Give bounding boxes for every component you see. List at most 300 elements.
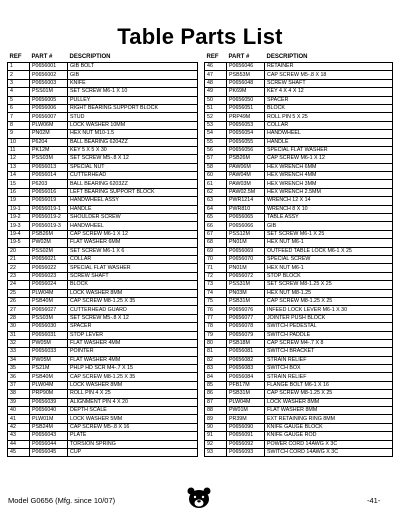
description-cell: FLAT WASHER 4MM [68, 339, 198, 347]
ref-cell: 70 [205, 255, 227, 263]
part-number-cell: P0656022 [30, 264, 68, 272]
ref-cell: 15 [8, 180, 30, 188]
description-cell: CAP SCREW M5-.8 X 18 [265, 71, 393, 79]
part-number-cell: P6204 [30, 138, 68, 146]
description-cell: SET SCREW M6-1 X 10 [68, 88, 198, 96]
description-cell: SCREW SHAFT [68, 272, 198, 280]
description-cell: HANDWHEEL ASSY [68, 197, 198, 205]
ref-cell: 56 [205, 146, 227, 154]
part-number-cell: P0656005 [30, 96, 68, 104]
part-number-cell: PWR810 [227, 205, 265, 213]
part-number-cell: PN02M [30, 130, 68, 138]
table-row [205, 373, 393, 381]
table-row [8, 180, 198, 188]
table-row [205, 407, 393, 415]
part-number-cell: P0656070 [227, 255, 265, 263]
description-cell: CAP SCREW M8-1.25 X 25 [265, 297, 393, 305]
description-cell: EXT RETAINING RING 8MM [265, 415, 393, 423]
part-number-cell: PSS31M [227, 281, 265, 289]
table-row [8, 306, 198, 314]
page-title: Table Parts List [117, 24, 283, 49]
description-cell: STUD [68, 113, 198, 121]
description-cell: HEX NUT M6-1 [265, 264, 393, 272]
parts-table-right [204, 53, 393, 457]
part-number-cell: PLW04M [227, 398, 265, 406]
part-number-cell: PSB24M [30, 423, 68, 431]
table-row [8, 272, 198, 280]
table-row [8, 230, 198, 238]
table-row [205, 348, 393, 356]
part-number-cell: PAW06M [227, 163, 265, 171]
ref-header: REF [9, 53, 22, 60]
table-row [205, 289, 393, 297]
ref-cell: 87 [205, 398, 227, 406]
description-cell: COLLAR [68, 255, 198, 263]
ref-cell: 47 [205, 71, 227, 79]
description-cell: OUTFEED TABLE LOCK M6-1 X 25 [265, 247, 393, 255]
table-row [8, 239, 198, 247]
part-number-cell: PW05M [30, 339, 68, 347]
table-row [205, 323, 393, 331]
table-row [8, 331, 198, 339]
table-row [8, 356, 198, 364]
description-cell: POINTER [68, 348, 198, 356]
description-cell: KNIFE [68, 79, 198, 87]
table-row [205, 423, 393, 431]
description-cell: HANDWHEEL [265, 130, 393, 138]
table-row [205, 255, 393, 263]
table-row [8, 255, 198, 263]
table-row [8, 214, 198, 222]
part-number-cell: PLW04M [30, 289, 68, 297]
part-number-cell: P0656072 [227, 272, 265, 280]
part-number-cell: PFB17M [227, 381, 265, 389]
ref-cell: 11 [8, 146, 30, 154]
ref-cell: 78 [205, 323, 227, 331]
table-row [205, 172, 393, 180]
ref-cell: 76 [205, 306, 227, 314]
part-number-cell: PSB40M [30, 297, 68, 305]
ref-cell: 58 [205, 163, 227, 171]
description-cell: LOCK WASHER 10MM [68, 121, 198, 129]
ref-cell: 53 [205, 121, 227, 129]
part-number-cell: PW01M [227, 407, 265, 415]
part-number-cell: PAW02.5M [227, 188, 265, 196]
table-row [205, 130, 393, 138]
model-footer: Model G0656 (Mfg. since 10/07) [8, 496, 116, 505]
description-cell: LEFT BEARING SUPPORT BLOCK [68, 188, 198, 196]
ref-cell: 93 [205, 448, 227, 456]
table-row [8, 398, 198, 406]
table-row [8, 381, 198, 389]
part-number-cell: P0656019 [30, 197, 68, 205]
table-row [8, 138, 198, 146]
ref-cell: 71 [205, 264, 227, 272]
description-cell: RIGHT BEARING SUPPORT BLOCK [68, 104, 198, 112]
part-number-cell: PLW01M [30, 415, 68, 423]
description-cell: GIB [68, 71, 198, 79]
ref-cell: 21 [8, 255, 30, 263]
part-number-cell: PSS03M [30, 314, 68, 322]
description-cell: JOINTER PUSH BLOCK [265, 314, 393, 322]
part-number-cell: P0656003 [30, 79, 68, 87]
description-cell: LOCK WASHER 8MM [68, 381, 198, 389]
ref-cell: 42 [8, 423, 30, 431]
ref-cell: 2 [8, 71, 30, 79]
part-number-cell: PSS03M [30, 155, 68, 163]
table-row [8, 432, 198, 440]
ref-cell: 27 [8, 306, 30, 314]
description-cell: CAP SCREW M8-1.25 X 25 [265, 390, 393, 398]
part-number-cell: PRP90M [30, 390, 68, 398]
table-row [8, 96, 198, 104]
ref-cell: 28 [8, 314, 30, 322]
description-cell: HEX WRENCH 6MM [265, 163, 393, 171]
ref-cell: 19-4 [8, 230, 30, 238]
table-row [8, 121, 198, 129]
description-cell: FLANGE BOLT M6-1 X 16 [265, 381, 393, 389]
description-cell: SPACER [265, 96, 393, 104]
ref-cell: 67 [205, 230, 227, 238]
table-row [8, 448, 198, 456]
ref-cell: 19-1 [8, 205, 30, 213]
table-row [205, 163, 393, 171]
description-cell: TABLE ASSY [265, 214, 393, 222]
ref-cell: 19-2 [8, 214, 30, 222]
ref-cell: 25 [8, 289, 30, 297]
part-number-cell: P0656077 [227, 314, 265, 322]
part-number-cell: PS21M [30, 365, 68, 373]
part-number-cell: PLW04M [30, 381, 68, 389]
ref-cell: 66 [205, 222, 227, 230]
table-row [8, 407, 198, 415]
part-number-cell: PK12M [30, 146, 68, 154]
ref-cell: 85 [205, 381, 227, 389]
table-row [205, 121, 393, 129]
table-row [205, 432, 393, 440]
ref-cell: 74 [205, 289, 227, 297]
description-cell: HEX NUT M10-1.5 [68, 130, 198, 138]
table-row [205, 281, 393, 289]
part-number-cell: P0656013 [30, 163, 68, 171]
ref-cell: 88 [205, 407, 227, 415]
ref-cell: 69 [205, 247, 227, 255]
table-row [8, 188, 198, 196]
ref-cell: 86 [205, 390, 227, 398]
ref-cell: 30 [8, 323, 30, 331]
part-number-cell: P0656082 [227, 356, 265, 364]
description-cell: LOCK WASHER 8MM [68, 289, 198, 297]
description-cell: STRAIN RELIEF [265, 356, 393, 364]
table-row [8, 146, 198, 154]
table-row [8, 373, 198, 381]
ref-cell: 84 [205, 373, 227, 381]
ref-cell: 37 [8, 381, 30, 389]
ref-cell: 63 [205, 197, 227, 205]
table-row [8, 197, 198, 205]
part-number-cell: PSB31M [227, 297, 265, 305]
ref-cell: 81 [205, 348, 227, 356]
description-cell: CUTTERHEAD [68, 172, 198, 180]
description-cell: SET SCREW M5-.8 X 12 [68, 314, 198, 322]
ref-cell: 55 [205, 138, 227, 146]
part-number-cell: PAW03M [227, 180, 265, 188]
part-number-cell: P0656069 [227, 247, 265, 255]
ref-cell: 36 [8, 373, 30, 381]
table-row [205, 104, 393, 112]
table-row [8, 163, 198, 171]
part-number-cell: P0656031 [30, 331, 68, 339]
ref-cell: 52 [205, 113, 227, 121]
table-row [8, 297, 198, 305]
table-row [205, 448, 393, 456]
description-cell: BLOCK [265, 104, 393, 112]
description-cell: COLLAR [265, 121, 393, 129]
ref-cell: 5 [8, 96, 30, 104]
ref-cell: 13 [8, 163, 30, 171]
ref-cell: 14 [8, 172, 30, 180]
ref-cell: 7 [8, 113, 30, 121]
table-row [205, 180, 393, 188]
description-cell: KEY 4 X 4 X 12 [265, 88, 393, 96]
description-cell: ROLL PIN 5 X 25 [265, 113, 393, 121]
ref-cell: 50 [205, 96, 227, 104]
part-number-cell: P0656066 [227, 222, 265, 230]
ref-cell: 79 [205, 331, 227, 339]
description-cell: SWITCH PEDESTAL [265, 323, 393, 331]
description-cell: CUP [68, 448, 198, 456]
ref-cell: 46 [205, 63, 227, 71]
part-number-cell: P6203 [30, 180, 68, 188]
table-row [205, 247, 393, 255]
description-cell: SET SCREW M6-1 X 6 [68, 247, 198, 255]
table-row [8, 104, 198, 112]
part-number-cell: P0656006 [30, 104, 68, 112]
description-cell: CAP SCREW M6-1 X 12 [265, 155, 393, 163]
part-number-cell: P0656019-3 [30, 222, 68, 230]
ref-cell: 80 [205, 339, 227, 347]
part-number-cell: PWR1214 [227, 197, 265, 205]
table-row [8, 365, 198, 373]
table-row [205, 365, 393, 373]
part-number-cell: PSB26M [30, 230, 68, 238]
ref-cell: 73 [205, 281, 227, 289]
table-row [205, 339, 393, 347]
description-cell: STOP LEVER [68, 331, 198, 339]
part-number-header: PART # [31, 53, 53, 60]
table-row [205, 306, 393, 314]
ref-cell: 19-3 [8, 222, 30, 230]
table-row [205, 205, 393, 213]
part-number-cell: PAW04M [227, 172, 265, 180]
description-header: DESCRIPTION [69, 53, 111, 60]
bear-head-logo [187, 487, 211, 509]
part-number-cell: P0656081 [227, 348, 265, 356]
part-number-cell: P0656019-2 [30, 214, 68, 222]
table-row [205, 415, 393, 423]
description-cell: SET SCREW M5-.8 X 12 [68, 155, 198, 163]
description-cell: ALIGNMENT PIN 4 X 20 [68, 398, 198, 406]
part-number-cell: P0656076 [227, 306, 265, 314]
ref-cell: 39 [8, 398, 30, 406]
part-number-cell: P0656019-1 [30, 205, 68, 213]
part-number-cell: P0656055 [227, 138, 265, 146]
ref-cell: 23 [8, 272, 30, 280]
description-cell: BALL BEARING 6203ZZ [68, 180, 198, 188]
description-cell: CAP SCREW M6-1 X 12 [68, 230, 198, 238]
ref-cell: 20 [8, 247, 30, 255]
table-row [8, 323, 198, 331]
part-number-cell: P0656079 [227, 331, 265, 339]
description-cell: SWITCH CORD 14AWG X 3C [265, 448, 393, 456]
ref-cell: 68 [205, 239, 227, 247]
table-row [205, 331, 393, 339]
ref-cell: 54 [205, 130, 227, 138]
table-row [8, 222, 198, 230]
part-number-cell: P0656014 [30, 172, 68, 180]
ref-cell: 35 [8, 365, 30, 373]
table-row [205, 197, 393, 205]
description-cell: FLAT WASHER 8MM [265, 407, 393, 415]
description-cell: POWER CORD 14AWG X 3C [265, 440, 393, 448]
description-cell: LOCK WASHER 8MM [265, 398, 393, 406]
description-cell: HANDLE [265, 138, 393, 146]
part-number-cell: P0656024 [30, 281, 68, 289]
table-row [8, 415, 198, 423]
description-cell: BLOCK [68, 281, 198, 289]
ref-cell: 75 [205, 297, 227, 305]
ref-cell: 22 [8, 264, 30, 272]
description-cell: SHOULDER SCREW [68, 214, 198, 222]
table-row [205, 356, 393, 364]
description-cell: HANDLE [68, 205, 198, 213]
description-cell: KEY 5 X 5 X 30 [68, 146, 198, 154]
part-number-cell: PSS12M [227, 230, 265, 238]
table-row [205, 297, 393, 305]
description-cell: ROLL PIN 4 X 25 [68, 390, 198, 398]
ref-cell: 9 [8, 130, 30, 138]
table-row [205, 113, 393, 121]
description-cell: HEX WRENCH 2.5MM [265, 188, 393, 196]
ref-cell: 60 [205, 172, 227, 180]
ref-cell: 12 [8, 155, 30, 163]
part-number-cell: PSS01M [30, 88, 68, 96]
ref-cell: 26 [8, 297, 30, 305]
part-number-cell: P0656002 [30, 71, 68, 79]
description-cell: HEX NUT M8-1.25 [265, 289, 393, 297]
ref-cell: 33 [8, 348, 30, 356]
table-row [205, 239, 393, 247]
ref-cell: 38 [8, 390, 30, 398]
part-number-cell: P0656091 [227, 432, 265, 440]
table-row [8, 205, 198, 213]
table-row [205, 79, 393, 87]
part-number-cell: P0656093 [227, 448, 265, 456]
description-cell: HEX WRENCH 4MM [265, 172, 393, 180]
table-row [205, 381, 393, 389]
description-cell: SPECIAL FLAT WASHER [265, 146, 393, 154]
description-cell: SPECIAL SCREW [265, 255, 393, 263]
ref-cell: 24 [8, 281, 30, 289]
ref-cell: 61 [205, 180, 227, 188]
table-row [8, 314, 198, 322]
description-cell: SWITCH BOX [265, 365, 393, 373]
part-number-cell: P0656039 [30, 398, 68, 406]
part-number-cell: PSS02M [30, 247, 68, 255]
description-cell: CUTTERHEAD GUARD [68, 306, 198, 314]
description-cell: WRENCH 8 X 10 [265, 205, 393, 213]
table-row [8, 339, 198, 347]
table-row [8, 113, 198, 121]
part-number-cell: P0656092 [227, 440, 265, 448]
description-cell: CAP SCREW M8-1.25 X 35 [68, 297, 198, 305]
table-row [8, 247, 198, 255]
ref-cell: 43 [8, 432, 30, 440]
table-row [205, 71, 393, 79]
ref-cell: 90 [205, 423, 227, 431]
part-number-cell: PRP49M [227, 113, 265, 121]
part-number-cell: P0656054 [227, 130, 265, 138]
part-number-cell: P0656045 [30, 448, 68, 456]
part-number-cell: P0656030 [30, 323, 68, 331]
ref-cell: 10 [8, 138, 30, 146]
table-row [205, 440, 393, 448]
ref-cell: 6 [8, 104, 30, 112]
table-row [205, 272, 393, 280]
table-row [205, 138, 393, 146]
part-number-cell: P0656090 [227, 423, 265, 431]
description-cell: WRENCH 12 X 14 [265, 197, 393, 205]
description-header: DESCRIPTION [266, 53, 308, 60]
ref-cell: 64 [205, 205, 227, 213]
ref-cell: 49 [205, 88, 227, 96]
ref-cell: 3 [8, 79, 30, 87]
ref-cell: 57 [205, 155, 227, 163]
description-cell: DEPTH SCALE [68, 407, 198, 415]
table-row [205, 390, 393, 398]
part-number-cell: PLW06M [30, 121, 68, 129]
description-cell: PULLEY [68, 96, 198, 104]
description-cell: SWITCH BRACKET [265, 348, 393, 356]
part-number-cell: P0656048 [227, 79, 265, 87]
ref-cell: 77 [205, 314, 227, 322]
part-number-cell: PSB31M [227, 390, 265, 398]
description-cell: SPECIAL FLAT WASHER [68, 264, 198, 272]
ref-cell: 48 [205, 79, 227, 87]
table-row [205, 398, 393, 406]
part-number-cell: P0656027 [30, 306, 68, 314]
description-cell: HEX NUT M6-1 [265, 239, 393, 247]
part-number-cell: PK69M [227, 88, 265, 96]
description-cell: KNIFE GAUGE BLOCK [265, 423, 393, 431]
description-cell: HANDWHEEL [68, 222, 198, 230]
ref-cell: 44 [8, 440, 30, 448]
ref-cell: 41 [8, 415, 30, 423]
ref-cell: 45 [8, 448, 30, 456]
description-cell: STOP BLOCK [265, 272, 393, 280]
ref-cell: 82 [205, 356, 227, 364]
table-row [205, 63, 393, 71]
table-row [8, 440, 198, 448]
part-number-cell: P0656050 [227, 96, 265, 104]
ref-cell: 89 [205, 415, 227, 423]
description-cell: PLATE [68, 432, 198, 440]
ref-cell: 19-5 [8, 239, 30, 247]
table-row [205, 314, 393, 322]
table-row [205, 88, 393, 96]
part-number-cell: P0656033 [30, 348, 68, 356]
ref-header: REF [206, 53, 219, 60]
